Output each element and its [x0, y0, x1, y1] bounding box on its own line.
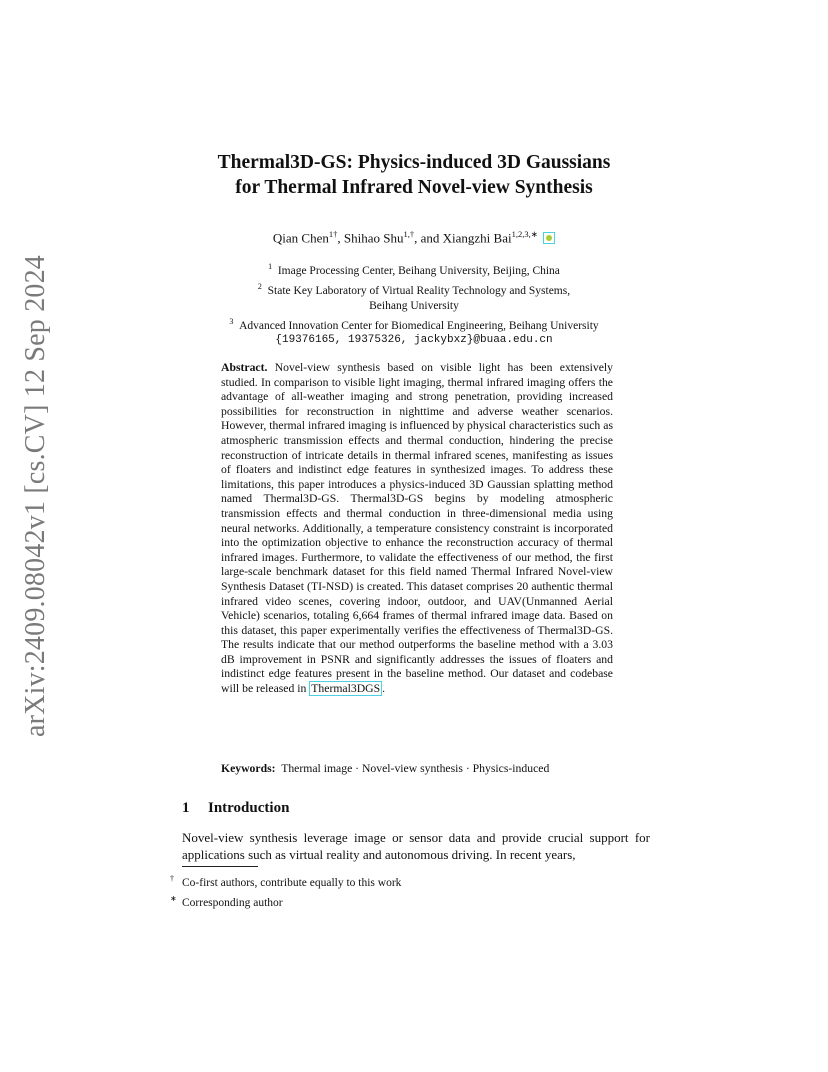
author-list: Qian Chen$^{1\dagger}$, Shihao Shu$^{1,\dagger}$, and Xiangzhi Bai$^{1,2,3,∗}$	[150, 229, 678, 246]
abstract-label: Abstract.	[221, 361, 268, 374]
keywords-text: Thermal image · Novel-view synthesis · Physics-induced	[281, 762, 550, 775]
footnotes	[170, 871, 401, 911]
affiliations	[150, 259, 678, 348]
author-name: Xiangzhi Bai	[442, 230, 512, 246]
section-number: 1	[182, 800, 190, 816]
abstract-text: Novel-view synthesis based on visible light has been extensively studied. In comparison to visible light imaging, thermal infrared imaging offers the advantage of all-weather imaging and strong penetration, providing increased possibilities for reconstruction in nighttime and adverse weather scenarios. However, thermal infrared imaging is influenced by physical characteristics such as atmospheric transmission effects and thermal conduction, hindering the precise reconstruction of intricate details in thermal infrared scenes, manifesting as issues of floaters and indistinct edge features in synthesized images. To address these limitations, this paper introduces a physics-induced 3D Gaussian splatting method named Thermal3D-GS. Thermal3D-GS begins by modeling atmospheric transmission effects and thermal conduction in three-dimensional media using neural networks. Additionally, a temperature consistency constraint is incorporated into the optimization objective to enhance the reconstruction accuracy of thermal infrared images. Furthermore, to validate the effectiveness of our method, the first large-scale benchmark dataset for this field named Thermal Infrared Novel-view Synthesis Dataset (TI-NSD) is created. This dataset comprises 20 authentic thermal infrared video scenes, covering indoor, outdoor, and UAV(Unmanned Aerial Vehicle) scenarios, totaling 6,664 frames of thermal infrared image data. Based on this dataset, this paper experimentally verifies the effectiveness of Thermal3D-GS. The results indicate that our method outperforms the baseline method with a 3.03 dB improvement in PSNR and significantly addresses the issues of floaters and indistinct edge features present in the baseline method. Our dataset and codebase will be released in	[221, 361, 613, 696]
abstract: Abstract. Novel-view synthesis based on visible light has been extensively studied. In comparison to visible light imaging, thermal infrared imaging offers the advantage of all-weather imaging and strong penetration, providing increased possibilities for reconstruction in nighttime and adverse weather scenarios. However, thermal infrared imaging is influenced by physical characteristics such as atmospheric transmission effects and thermal conduction, hindering the precise reconstruction of intricate details in thermal infrared scenes, manifesting as issues of floaters and indistinct edge features in synthesized images. To address these limitations, this paper introduces a physics-induced 3D Gaussian splatting method named Thermal3D-GS. Thermal3D-GS begins by modeling atmospheric transmission effects and thermal conduction in three-dimensional media using neural networks. Additionally, a temperature consistency constraint is incorporated into the optimization objective to enhance the reconstruction accuracy of thermal infrared images. Furthermore, to validate the effectiveness of our method, the first large-scale benchmark dataset for this field named Thermal Infrared Novel-view Synthesis Dataset (TI-NSD) is created. This dataset comprises 20 authentic thermal infrared video scenes, covering indoor, outdoor, and UAV(Unmanned Aerial Vehicle) scenarios, totaling 6,664 frames of thermal infrared image data. Based on this dataset, this paper experimentally verifies the effectiveness of Thermal3D-GS. The results indicate that our method outperforms the baseline method with a 3.03 dB improvement in PSNR and significantly addresses the issues of floaters and indistinct edge features present in the baseline method. Our dataset and codebase will be released in Thermal3DGS .	[221, 361, 613, 696]
footnote-rule	[182, 866, 258, 867]
title-line-2: for Thermal Infrared Novel-view Synthesis	[235, 177, 593, 198]
arxiv-stamp: arXiv:2409.08042v1 [cs.CV] 12 Sep 2024	[20, 254, 51, 738]
footnote: † Co-first authors, contribute equally to this work	[170, 874, 402, 889]
affiliation-line: $^3$ Advanced Innovation Center for Biomedical Engineering, Beihang University	[229, 316, 599, 332]
footnote: ∗ Corresponding author	[170, 893, 283, 909]
affiliation-line: $^1$ Image Processing Center, Beihang University, Beijing, China	[268, 262, 560, 277]
keywords-label: Keywords:	[221, 762, 276, 775]
paper-title	[150, 150, 678, 200]
title-line-1: Thermal3D-GS: Physics-induced 3D Gaussians	[217, 152, 611, 173]
author-affil-mark: 1,2,3,∗	[511, 229, 538, 239]
section-heading	[182, 800, 289, 817]
author-emails: {19376165, 19375326, jackybxz}@buaa.edu.cn	[275, 334, 553, 347]
author-name: Qian Chen	[272, 230, 329, 246]
affiliation-line: Beihang University	[369, 299, 459, 312]
affiliation-line: $^2$ State Key Laboratory of Virtual Reality Technology and Systems,	[257, 281, 571, 297]
author-name: Shihao Shu	[343, 230, 404, 246]
dataset-link[interactable]: Thermal3DGS	[311, 682, 381, 696]
section-title: Introduction	[208, 800, 290, 816]
orcid-icon[interactable]	[543, 232, 555, 244]
author-affil-mark: 1,†	[403, 229, 415, 239]
author-affil-mark: 1†	[328, 229, 338, 239]
keywords	[221, 762, 621, 775]
intro-paragraph: Novel-view synthesis leverage image or sensor data and provide crucial support for applications such as virtual reality and autonomous driving. In recent years,	[182, 830, 650, 862]
